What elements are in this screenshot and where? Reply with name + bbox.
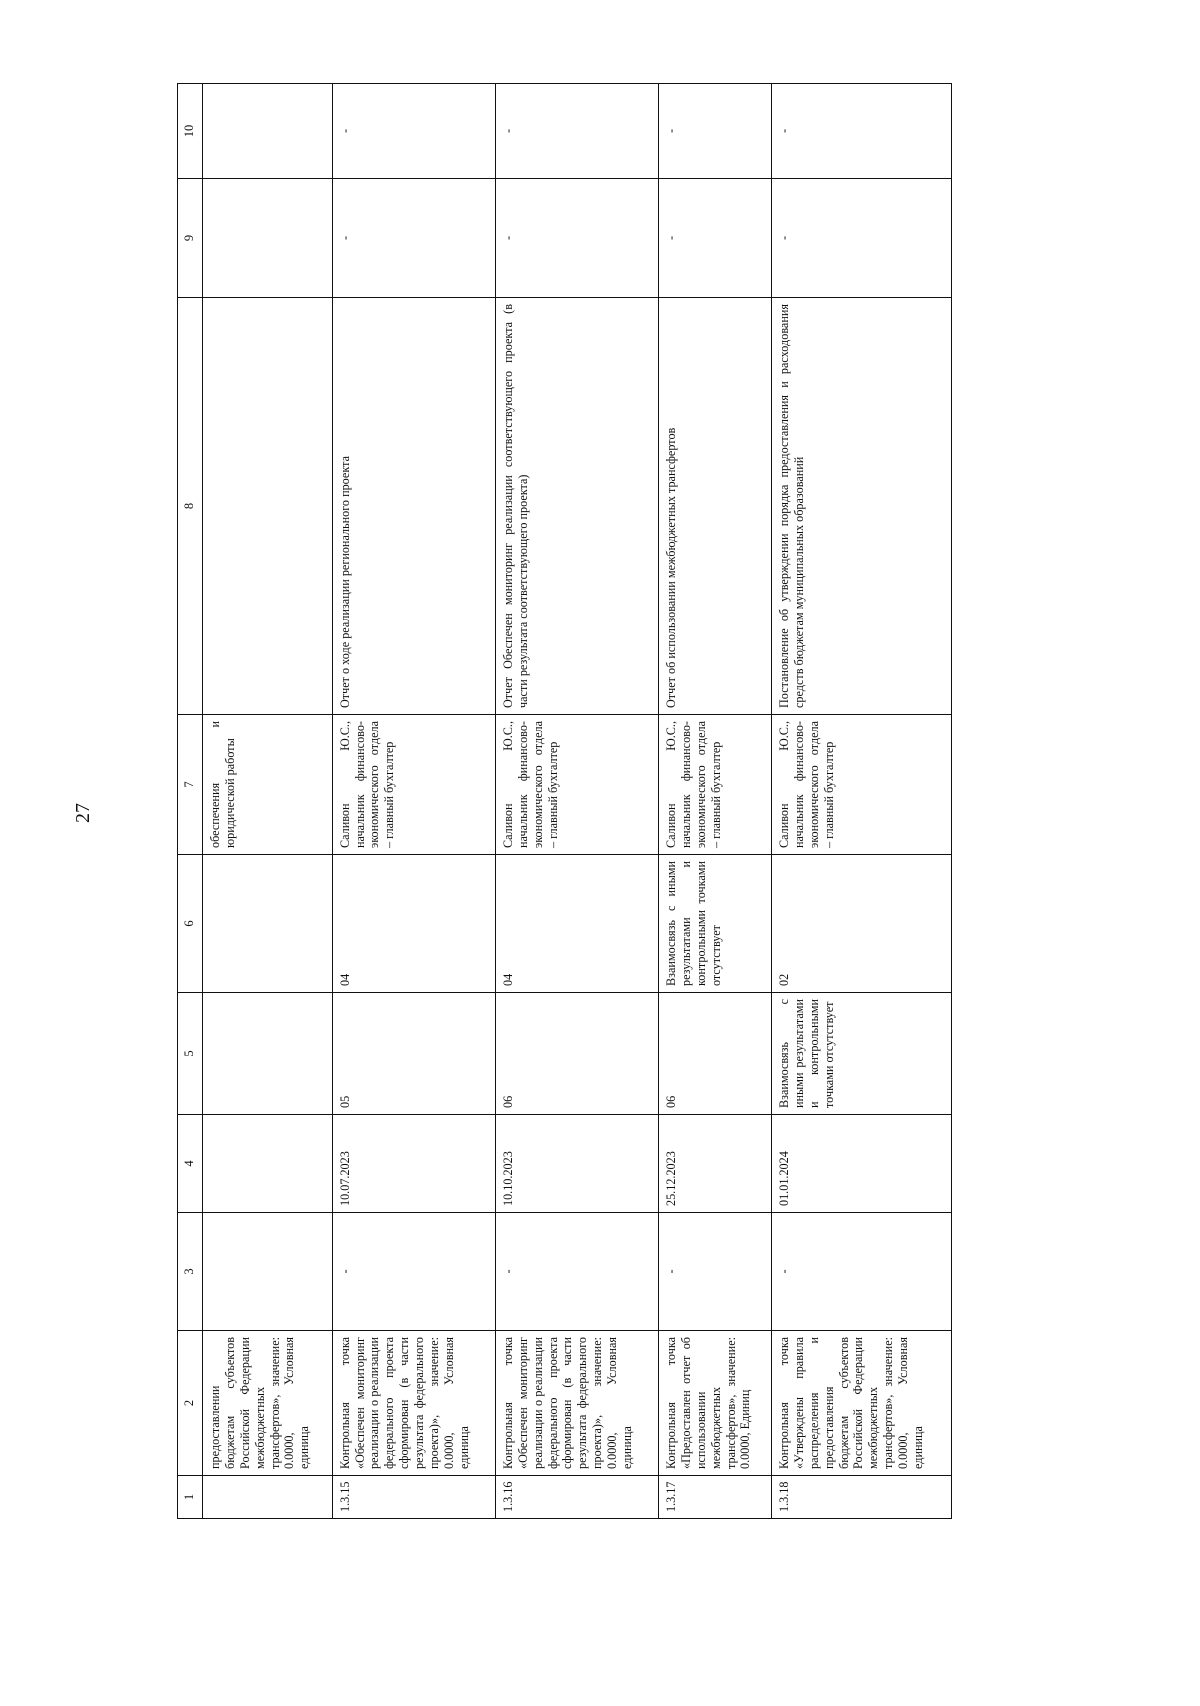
page-number: 27 bbox=[72, 803, 94, 823]
cell-document: Отчет о ходе реализации регионального проекта bbox=[332, 298, 495, 715]
cell-col3: - bbox=[772, 1213, 952, 1331]
cell-col3: - bbox=[495, 1213, 658, 1331]
rotated-table-container bbox=[177, 84, 952, 1519]
header-col-6: 6 bbox=[178, 855, 203, 993]
cell-col3 bbox=[203, 1213, 333, 1331]
cell-col10: - bbox=[772, 84, 952, 179]
header-col-3: 3 bbox=[178, 1213, 203, 1331]
cell-col3: - bbox=[332, 1213, 495, 1331]
cell-date: 10.07.2023 bbox=[332, 1115, 495, 1213]
cell-col5: Взаимосвязь с иными результатами и контрольными точками отсутствует bbox=[772, 993, 952, 1115]
header-col-5: 5 bbox=[178, 993, 203, 1115]
cell-responsible: Саливон Ю.С., начальник финансово-экономического отдела – главный бухгалтер bbox=[772, 715, 952, 855]
cell-number: 1.3.15 bbox=[332, 1476, 495, 1519]
cell-document: Отчет Обеспечен мониторинг реализации соответствующего проекта (в части результата соответствующего проекта) bbox=[495, 298, 658, 715]
cell-col5: 06 bbox=[495, 993, 658, 1115]
cell-col9: - bbox=[772, 179, 952, 298]
cell-name: Контрольная точка «Обеспечен мониторинг реализации о реализации федерального проекта сформирован (в части результата федерального проекта)», значение: 0.0000, Условная единица bbox=[332, 1331, 495, 1476]
cell-number: 1.3.17 bbox=[659, 1476, 772, 1519]
cell-date: 25.12.2023 bbox=[659, 1115, 772, 1213]
cell-col5 bbox=[203, 993, 333, 1115]
table-row bbox=[332, 84, 495, 1519]
header-col-8: 8 bbox=[178, 298, 203, 715]
cell-col10: - bbox=[332, 84, 495, 179]
cell-col9: - bbox=[659, 179, 772, 298]
cell-responsible: Саливон Ю.С., начальник финансово-экономического отдела – главный бухгалтер bbox=[495, 715, 658, 855]
cell-number: 1.3.18 bbox=[772, 1476, 952, 1519]
table-row bbox=[203, 84, 333, 1519]
cell-document: Отчет об использовании межбюджетных трансфертов bbox=[659, 298, 772, 715]
cell-date: 10.10.2023 bbox=[495, 1115, 658, 1213]
cell-col6: 04 bbox=[495, 855, 658, 993]
cell-col9 bbox=[203, 179, 333, 298]
cell-date bbox=[203, 1115, 333, 1213]
header-row bbox=[178, 84, 203, 1519]
cell-responsible: Саливон Ю.С., начальник финансово-экономического отдела – главный бухгалтер bbox=[659, 715, 772, 855]
cell-col5: 06 bbox=[659, 993, 772, 1115]
cell-name: Контрольная точка «Предоставлен отчет об использовании межбюджетных трансфертов», значение: 0.0000, Единиц bbox=[659, 1331, 772, 1476]
cell-name: Контрольная точка «Утверждены правила распределения и предоставления бюджетам субъектов Российской Федерации межбюджетных трансфертов», значение: 0.0000, Условная единица bbox=[772, 1331, 952, 1476]
cell-col6: 02 bbox=[772, 855, 952, 993]
cell-col9: - bbox=[495, 179, 658, 298]
cell-responsible: обеспечения и юридической работы bbox=[203, 715, 333, 855]
control-points-table bbox=[177, 83, 952, 1519]
header-col-1: 1 bbox=[178, 1476, 203, 1519]
table-row bbox=[772, 84, 952, 1519]
cell-name: Контрольная точка «Обеспечен мониторинг реализации о реализации федерального проекта сформирован (в части результата федерального проекта)», значение: 0.0000, Условная единица bbox=[495, 1331, 658, 1476]
cell-col6: 04 bbox=[332, 855, 495, 993]
table-row bbox=[659, 84, 772, 1519]
cell-col6 bbox=[203, 855, 333, 993]
header-col-7: 7 bbox=[178, 715, 203, 855]
cell-col10: - bbox=[659, 84, 772, 179]
cell-date: 01.01.2024 bbox=[772, 1115, 952, 1213]
cell-col10 bbox=[203, 84, 333, 179]
cell-col6: Взаимосвязь с иными результатами и контрольными точками отсутствует bbox=[659, 855, 772, 993]
header-col-9: 9 bbox=[178, 179, 203, 298]
table-row bbox=[495, 84, 658, 1519]
cell-name: предоставлении бюджетам субъектов Российской Федерации межбюджетных трансфертов», значение: 0.0000, Условная единица bbox=[203, 1331, 333, 1476]
cell-number: 1.3.16 bbox=[495, 1476, 658, 1519]
header-col-10: 10 bbox=[178, 84, 203, 179]
header-col-2: 2 bbox=[178, 1331, 203, 1476]
cell-document: Постановление об утверждении порядка предоставления и расходования средств бюджетам муниципальных образований bbox=[772, 298, 952, 715]
cell-col9: - bbox=[332, 179, 495, 298]
header-col-4: 4 bbox=[178, 1115, 203, 1213]
cell-number bbox=[203, 1476, 333, 1519]
cell-col3: - bbox=[659, 1213, 772, 1331]
cell-col5: 05 bbox=[332, 993, 495, 1115]
cell-responsible: Саливон Ю.С., начальник финансово-экономического отдела – главный бухгалтер bbox=[332, 715, 495, 855]
cell-col10: - bbox=[495, 84, 658, 179]
cell-document bbox=[203, 298, 333, 715]
